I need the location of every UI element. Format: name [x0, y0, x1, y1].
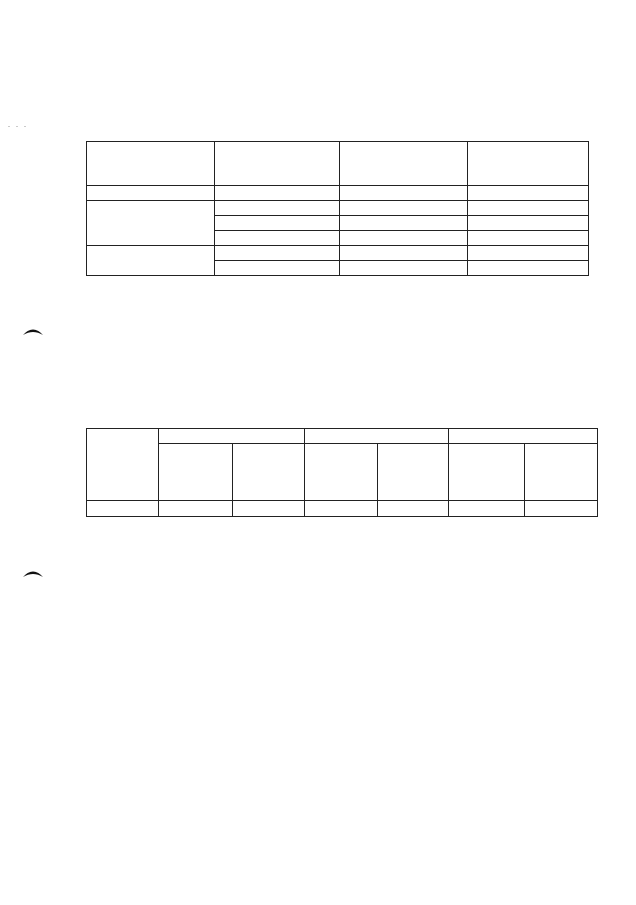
header-cell: [468, 142, 589, 186]
column-number: [214, 186, 340, 201]
column-number: [87, 501, 159, 517]
count-header: [158, 444, 232, 501]
duration-cell: [340, 246, 468, 261]
column-number: [525, 501, 598, 517]
table-row: [87, 246, 589, 261]
column-number: [87, 186, 215, 201]
duration-cell: [340, 231, 468, 246]
column-number: [449, 501, 525, 517]
category-cell: [468, 231, 589, 246]
duration-cell: [340, 216, 468, 231]
header-cell: [340, 142, 468, 186]
scan-mark-icon: [22, 326, 44, 336]
appendix6-table: [86, 428, 598, 517]
count-header: [304, 444, 378, 501]
header-cell: [87, 142, 215, 186]
width-header: [525, 444, 598, 501]
category-header: [449, 429, 598, 444]
category-cell: [468, 261, 589, 276]
scan-margin-dots: . . .: [8, 120, 28, 129]
scan-mark-icon: [22, 568, 44, 578]
table-row: [87, 201, 589, 216]
category-cell: [468, 216, 589, 231]
period-cell: [214, 216, 340, 231]
period-cell: [214, 261, 340, 276]
duration-cell: [340, 201, 468, 216]
count-header: [449, 444, 525, 501]
column-number: [232, 501, 304, 517]
column-number: [468, 186, 589, 201]
column-number: [304, 501, 378, 517]
category-header: [304, 429, 449, 444]
term-cell: [87, 246, 215, 276]
term-cell: [87, 201, 215, 246]
column-number: [378, 501, 449, 517]
appendix5-table: [86, 141, 589, 276]
header-cell: [214, 142, 340, 186]
duration-cell: [340, 261, 468, 276]
diameter-header: [87, 429, 159, 501]
category-header: [158, 429, 304, 444]
period-cell: [214, 246, 340, 261]
category-cell: [468, 201, 589, 216]
column-number: [340, 186, 468, 201]
period-cell: [214, 201, 340, 216]
width-header: [232, 444, 304, 501]
column-number: [158, 501, 232, 517]
category-cell: [468, 246, 589, 261]
period-cell: [214, 231, 340, 246]
width-header: [378, 444, 449, 501]
